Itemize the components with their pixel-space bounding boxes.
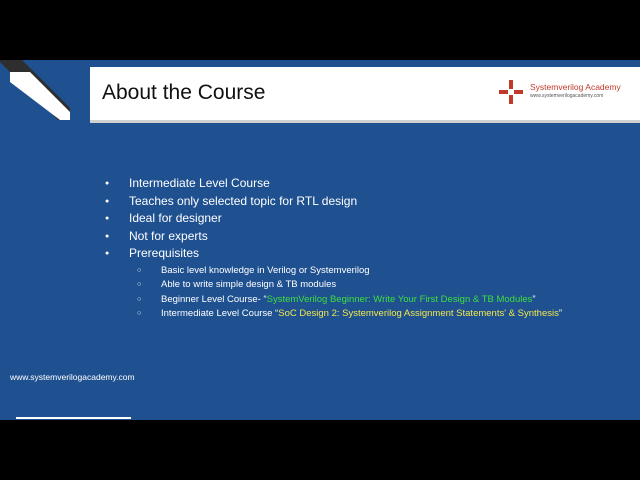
prerequisite-item: ○ Able to write simple design & TB modules	[137, 278, 635, 293]
prerequisites-label: Prerequisites	[129, 246, 200, 260]
prerequisite-suffix: ”	[558, 308, 563, 319]
bullet-item: ● Intermediate Level Course	[105, 175, 635, 193]
bullet-item-prerequisites	[105, 245, 635, 322]
slide	[0, 60, 640, 420]
title-bar	[90, 67, 640, 123]
prerequisites-list	[137, 264, 635, 322]
corner-stripe-decoration	[0, 60, 80, 140]
prerequisite-prefix: Beginner Level Course- “	[161, 293, 267, 305]
logo-url: www.systemverilogacademy.com	[530, 93, 604, 99]
plus-cross-icon	[498, 79, 524, 105]
slide-title: About the Course	[102, 81, 266, 104]
prerequisite-item: ○ Basic level knowledge in Verilog or Systemverilog	[137, 264, 635, 279]
prerequisite-item-beginner-course	[137, 293, 635, 308]
bullet-list	[105, 175, 635, 322]
soc-design-course-link[interactable]: SoC Design 2: Systemverilog Assignment Statements' & Synthesis	[278, 308, 559, 319]
bullet-item: ● Teaches only selected topic for RTL design	[105, 193, 635, 211]
footer-divider	[16, 417, 131, 419]
bullet-item: ● Not for experts	[105, 228, 635, 246]
beginner-course-link[interactable]: SystemVerilog Beginner: Write Your First Design & TB Modules	[266, 293, 533, 305]
footer-url[interactable]: www.systemverilogacademy.com	[10, 372, 135, 382]
prerequisite-item-soc-course	[137, 307, 635, 322]
prerequisite-suffix: ”	[532, 293, 536, 305]
bullet-item: ● Ideal for designer	[105, 210, 635, 228]
academy-logo	[498, 79, 638, 109]
course-content	[105, 175, 635, 322]
prerequisite-prefix: Intermediate Level Course “	[161, 308, 279, 319]
logo-name: Systemverilog Academy	[530, 82, 621, 92]
